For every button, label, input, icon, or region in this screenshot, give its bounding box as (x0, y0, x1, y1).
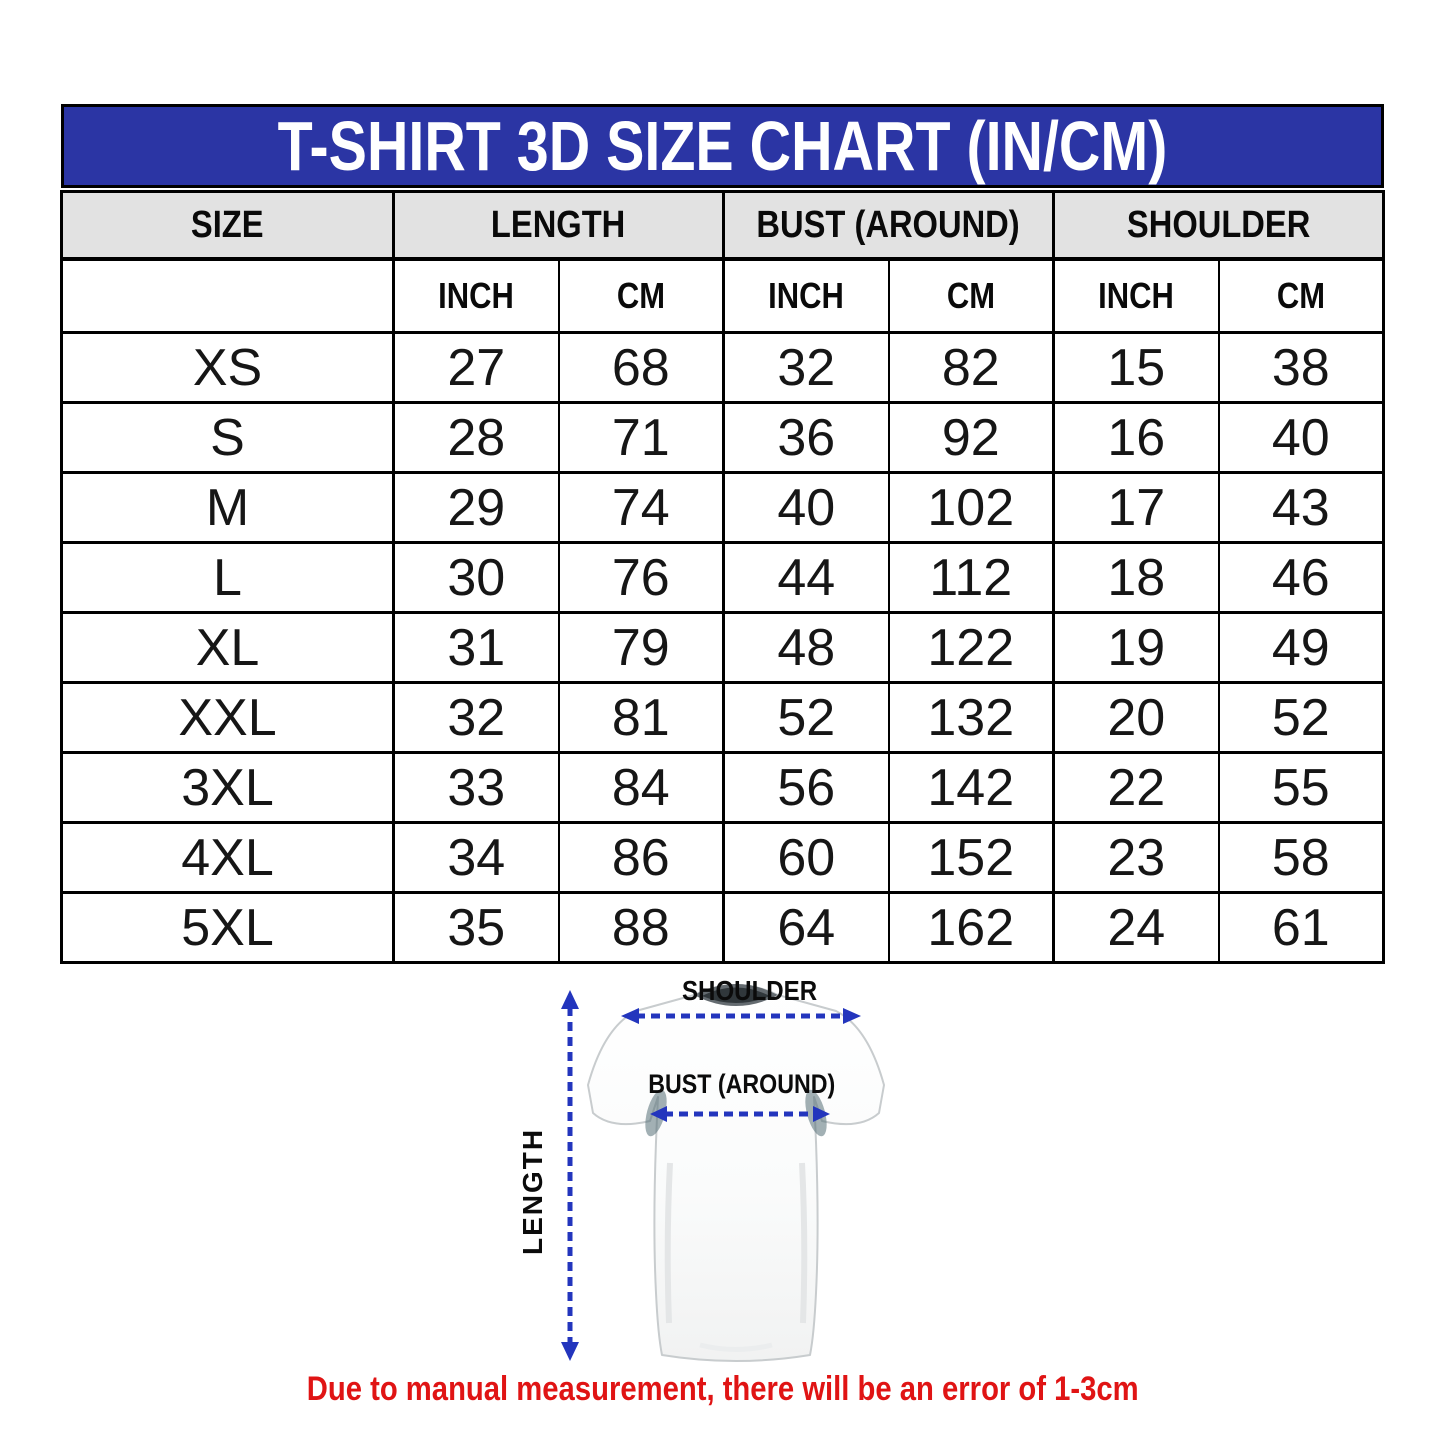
measurement-cell: 36 (724, 403, 889, 473)
measurement-cell: 52 (724, 683, 889, 753)
measurement-cell: 33 (394, 753, 559, 823)
col-header-shoulder-label: SHOULDER (1126, 203, 1311, 246)
size-cell: 5XL (62, 893, 394, 963)
measurement-cell: 32 (394, 683, 559, 753)
table-row (62, 613, 1384, 683)
measurement-cell: 43 (1219, 473, 1384, 543)
size-table-body (62, 333, 1384, 963)
empty-header-cell (62, 259, 394, 333)
measurement-cell: 142 (889, 753, 1054, 823)
bust-dimension-label: BUST (AROUND) (648, 1069, 836, 1099)
col-header-length-label: LENGTH (491, 203, 626, 246)
size-cell: 3XL (62, 753, 394, 823)
measurement-cell: 28 (394, 403, 559, 473)
measurement-cell: 22 (1054, 753, 1219, 823)
unit-header-shoulder-inch: INCH (1054, 259, 1219, 333)
unit-header-bust-inch: INCH (724, 259, 889, 333)
measurement-cell: 35 (394, 893, 559, 963)
measurement-cell: 102 (889, 473, 1054, 543)
measurement-cell: 23 (1054, 823, 1219, 893)
measurement-cell: 19 (1054, 613, 1219, 683)
measurement-cell: 49 (1219, 613, 1384, 683)
measurement-cell: 18 (1054, 543, 1219, 613)
size-cell: M (62, 473, 394, 543)
measurement-cell: 122 (889, 613, 1054, 683)
measurement-cell: 48 (724, 613, 889, 683)
measurement-cell: 24 (1054, 893, 1219, 963)
measurement-cell: 56 (724, 753, 889, 823)
measurement-cell: 88 (559, 893, 724, 963)
measurement-cell: 29 (394, 473, 559, 543)
measurement-cell: 58 (1219, 823, 1384, 893)
col-header-bust (724, 192, 1054, 260)
unit-header-shoulder-cm: CM (1219, 259, 1384, 333)
measurement-cell: 61 (1219, 893, 1384, 963)
table-row (62, 753, 1384, 823)
measurement-cell: 82 (889, 333, 1054, 403)
measurement-cell: 34 (394, 823, 559, 893)
size-cell: XXL (62, 683, 394, 753)
table-row (62, 403, 1384, 473)
col-header-size (62, 192, 394, 260)
size-cell: S (62, 403, 394, 473)
col-header-bust-label: BUST (AROUND) (756, 203, 1021, 246)
measurement-cell: 20 (1054, 683, 1219, 753)
length-dimension-label: LENGTH (517, 1127, 548, 1255)
tshirt-shape (588, 984, 884, 1361)
size-cell: 4XL (62, 823, 394, 893)
measurement-cell: 112 (889, 543, 1054, 613)
measurement-cell: 38 (1219, 333, 1384, 403)
measurement-cell: 55 (1219, 753, 1384, 823)
measurement-cell: 31 (394, 613, 559, 683)
page-title: T-SHIRT 3D SIZE CHART (IN/CM) (277, 107, 1168, 185)
table-group-header-row (62, 192, 1384, 260)
table-row (62, 683, 1384, 753)
col-header-shoulder (1054, 192, 1384, 260)
measurement-cell: 60 (724, 823, 889, 893)
measurement-cell: 17 (1054, 473, 1219, 543)
size-cell: XL (62, 613, 394, 683)
measurement-cell: 32 (724, 333, 889, 403)
measurement-cell: 74 (559, 473, 724, 543)
col-header-length (394, 192, 724, 260)
measurement-cell: 71 (559, 403, 724, 473)
table-unit-header-row (62, 259, 1384, 333)
table-row (62, 823, 1384, 893)
measurement-cell: 46 (1219, 543, 1384, 613)
measurement-cell: 44 (724, 543, 889, 613)
shoulder-dimension-label: SHOULDER (682, 975, 818, 1006)
col-header-size-label: SIZE (191, 203, 264, 246)
measurement-cell: 79 (559, 613, 724, 683)
measurement-cell: 132 (889, 683, 1054, 753)
measurement-cell: 92 (889, 403, 1054, 473)
size-cell: L (62, 543, 394, 613)
measurement-cell: 76 (559, 543, 724, 613)
table-row (62, 473, 1384, 543)
table-row (62, 543, 1384, 613)
measurement-cell: 40 (724, 473, 889, 543)
measurement-cell: 152 (889, 823, 1054, 893)
unit-header-bust-cm: CM (889, 259, 1054, 333)
measurement-cell: 68 (559, 333, 724, 403)
table-row (62, 333, 1384, 403)
unit-header-length-inch: INCH (394, 259, 559, 333)
measurement-cell: 40 (1219, 403, 1384, 473)
measurement-cell: 81 (559, 683, 724, 753)
unit-header-length-cm: CM (559, 259, 724, 333)
measurement-cell: 15 (1054, 333, 1219, 403)
measurement-cell: 30 (394, 543, 559, 613)
measurement-cell: 162 (889, 893, 1054, 963)
table-row (62, 893, 1384, 963)
measurement-cell: 16 (1054, 403, 1219, 473)
size-cell: XS (62, 333, 394, 403)
measurement-cell: 64 (724, 893, 889, 963)
measurement-disclaimer: Due to manual measurement, there will be an error of 1-3cm (306, 1370, 1139, 1408)
measurement-cell: 86 (559, 823, 724, 893)
size-chart-table (60, 190, 1385, 964)
length-arrow (561, 990, 579, 1361)
title-banner (61, 104, 1384, 188)
measurement-cell: 84 (559, 753, 724, 823)
measurement-cell: 52 (1219, 683, 1384, 753)
measurement-cell: 27 (394, 333, 559, 403)
tshirt-measurement-diagram (470, 963, 970, 1377)
